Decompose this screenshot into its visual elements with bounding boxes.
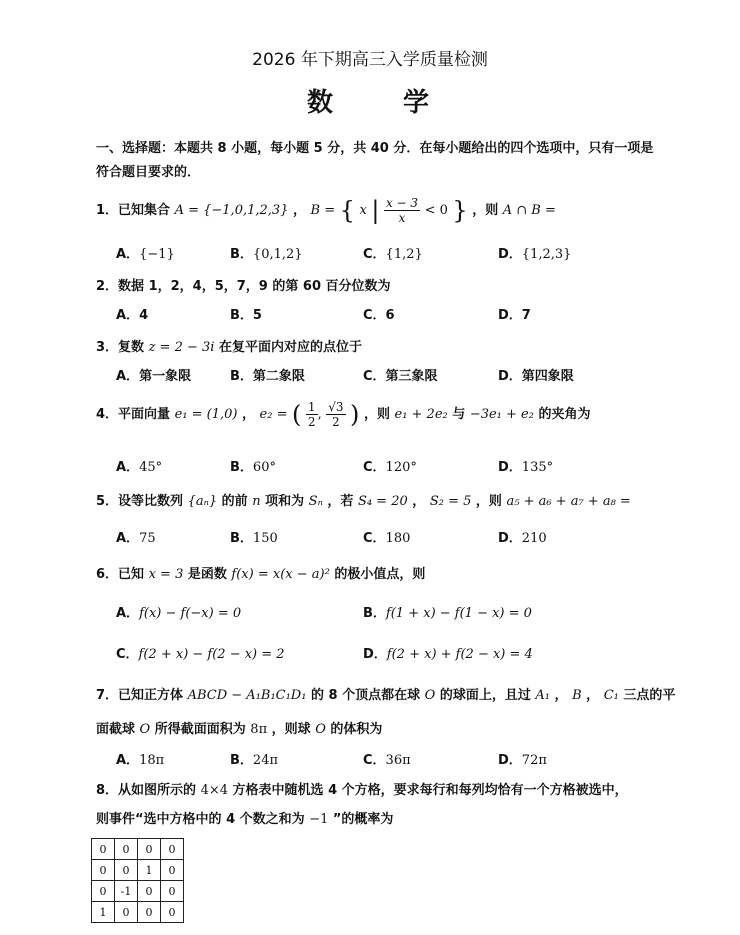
option-value: 72π	[521, 753, 547, 768]
option-value: 第二象限	[252, 369, 305, 384]
q1-lead: 1．已知集合	[96, 203, 171, 218]
option-value: {−1}	[139, 247, 175, 262]
q7-sep-2: ，	[586, 688, 600, 703]
q7-text-2: 的球面上，且过	[439, 688, 531, 703]
option-value: 180	[385, 531, 411, 546]
q6-lead: 6．已知	[96, 567, 145, 582]
q1-option-b	[230, 243, 303, 262]
q1-option-a	[116, 243, 175, 262]
q3-tail: 在复平面内对应的点位于	[218, 340, 362, 355]
subject-title: 数 学	[306, 88, 451, 118]
q7-o-3: O	[315, 722, 326, 737]
option-label: C．	[363, 753, 386, 768]
q7-b: B	[572, 688, 582, 703]
q4-option-d	[498, 456, 553, 475]
option-value: 45°	[139, 460, 163, 475]
q8-line2-b: ”的概率为	[332, 812, 394, 827]
q1-sep: ，	[292, 203, 306, 218]
question-8-line-2	[96, 808, 393, 827]
q7-line2-a: 面截球	[96, 722, 136, 737]
option-label: C．	[363, 247, 386, 262]
q6-function: f(x) = x(x − a)²	[231, 567, 330, 582]
option-label: A．	[116, 369, 140, 384]
option-label: B．	[230, 369, 253, 384]
q7-c1: C₁	[603, 688, 619, 703]
option-value: 第三象限	[385, 369, 438, 384]
grid-row	[92, 902, 184, 923]
q3-expr: z = 2 − 3i	[148, 340, 215, 355]
q7-option-c	[363, 749, 411, 768]
grid-cell: 0	[92, 839, 115, 860]
q4-option-a	[116, 456, 162, 475]
q7-option-a	[116, 749, 164, 768]
question-2: 2．数据 1，2，4，5，7，9 的第 60 百分位数为	[96, 279, 391, 294]
grid-cell: 0	[161, 839, 184, 860]
q5-option-b	[230, 527, 278, 546]
option-label: D．	[498, 753, 522, 768]
q4-frac1-den: 2	[307, 415, 316, 429]
q5-sn: Sₙ	[308, 494, 323, 509]
option-value: 210	[521, 531, 547, 546]
q1-set-a: A = {−1,0,1,2,3}	[174, 203, 289, 218]
grid-cell: 0	[138, 881, 161, 902]
grid-row	[92, 881, 184, 902]
q4-option-c	[363, 456, 417, 475]
exam-title: 2026 年下期高三入学质量检测	[252, 50, 488, 70]
q3-option-b	[230, 365, 305, 384]
option-value: 4	[139, 308, 149, 323]
option-value: 6	[385, 308, 395, 323]
option-value: 75	[139, 531, 156, 546]
q1-ask: A ∩ B =	[502, 203, 556, 218]
q7-sep-1: ，	[554, 688, 568, 703]
grid-row	[92, 860, 184, 881]
option-value: 24π	[252, 753, 279, 768]
q7-line2-c: ，则球	[271, 722, 311, 737]
q7-option-b	[230, 749, 278, 768]
option-value: 150	[252, 531, 278, 546]
q8-line2-a: 则事件“选中方格中的 4 个数之和为	[96, 812, 305, 827]
q7-o: O	[424, 688, 436, 703]
option-label: C．	[116, 647, 139, 662]
q4-fraction-1	[306, 400, 318, 429]
q4-paren-right: )	[350, 400, 360, 429]
q7-option-d	[498, 749, 547, 768]
option-label: B．	[230, 247, 253, 262]
question-7	[96, 684, 675, 703]
option-label: C．	[363, 308, 386, 323]
option-label: D．	[498, 531, 522, 546]
option-label: C．	[363, 531, 386, 546]
q5-text-3: ，若	[327, 494, 354, 509]
q5-text-4: ，	[412, 494, 426, 509]
grid-cell: 0	[161, 902, 184, 923]
option-label: A．	[116, 531, 140, 546]
q1-fraction	[384, 196, 420, 225]
q4-frac2-den: 2	[332, 415, 340, 429]
q5-option-d	[498, 527, 547, 546]
grid-cell: 0	[115, 839, 138, 860]
q1-tail: ，则	[472, 203, 499, 218]
q3-lead: 3．复数	[96, 340, 145, 355]
q4-frac1-num: 1	[307, 400, 316, 414]
option-value: 135°	[521, 460, 554, 475]
option-value: 18π	[139, 753, 165, 768]
q5-s4: S₄ = 20	[357, 494, 408, 509]
q4-lead: 4．平面向量	[96, 407, 171, 422]
q5-option-c	[363, 527, 410, 546]
q4-option-b	[230, 456, 276, 475]
q5-option-a	[116, 527, 156, 546]
q2-option-c	[363, 304, 395, 323]
q1-frac-den: x	[398, 211, 406, 225]
q5-n: n	[252, 494, 261, 509]
q1-brace-right: }	[452, 196, 468, 225]
q2-option-a	[116, 304, 148, 323]
q7-line2-d: 的体积为	[330, 722, 383, 737]
q6-x3: x = 3	[148, 567, 184, 582]
q8-lead: 8．从如图所示的	[96, 783, 197, 798]
q6-option-b	[363, 602, 532, 621]
q7-area: 8π	[250, 722, 268, 737]
section-instructions: 一、选择题：本题共 8 小题，每小题 5 分，共 40 分．在每小题给出的四个选项中，只有一项是符合题目要求的．	[96, 141, 654, 180]
q4-vector-2: −3e₁ + e₂	[469, 407, 534, 422]
q1-frac-num: x − 3	[385, 196, 419, 210]
option-label: D．	[498, 369, 522, 384]
grid-cell: 0	[115, 860, 138, 881]
q1-brace-left: {	[339, 196, 355, 225]
option-label: B．	[230, 753, 253, 768]
option-value: 36π	[385, 753, 411, 768]
q1-option-c	[363, 243, 423, 262]
q4-tail-1: ，则	[363, 407, 390, 422]
q2-option-d	[498, 304, 531, 323]
q6-text-1: 是函数	[187, 567, 227, 582]
question-5	[96, 490, 631, 509]
option-value: f(2 + x) + f(2 − x) = 4	[386, 647, 533, 662]
option-label: B．	[363, 606, 386, 621]
option-label: D．	[498, 308, 522, 323]
q4-e1: e₁ = (1,0)	[174, 407, 238, 422]
option-value: 第四象限	[521, 369, 574, 384]
option-value: {0,1,2}	[252, 247, 303, 262]
grid-cell: 0	[115, 902, 138, 923]
q5-lead: 5．设等比数列	[96, 494, 184, 509]
q4-fraction-2	[326, 400, 345, 429]
q7-cube: ABCD − A₁B₁C₁D₁	[187, 688, 307, 703]
q7-text-1: 的 8 个顶点都在球	[310, 688, 421, 703]
q7-line2-b: 所得截面面积为	[154, 722, 246, 737]
grid-cell: 0	[161, 881, 184, 902]
option-value: f(1 + x) − f(1 − x) = 0	[385, 606, 532, 621]
option-label: A．	[116, 753, 140, 768]
grid-cell: 0	[92, 881, 115, 902]
q6-text-2: 的极小值点，则	[334, 567, 426, 582]
option-label: A．	[116, 247, 140, 262]
q6-option-c	[116, 643, 285, 662]
option-value: 7	[521, 308, 531, 323]
option-value: 60°	[252, 460, 276, 475]
option-label: B．	[230, 308, 253, 323]
option-value: {1,2,3}	[521, 247, 572, 262]
grid-cell: 0	[92, 860, 115, 881]
grid-cell: 0	[138, 839, 161, 860]
question-6	[96, 563, 425, 582]
grid-row	[92, 839, 184, 860]
q5-seq: {aₙ}	[187, 494, 218, 509]
grid-cell: 0	[138, 902, 161, 923]
grid-cell: 1	[138, 860, 161, 881]
option-value: f(x) − f(−x) = 0	[139, 606, 242, 621]
q6-option-a	[116, 602, 241, 621]
question-4: 4．平面向量 e₁ = (1,0) ， e₂ = ( $\frac{1}{2}$ , $\frac{√3}{2}$ ) ，则 e₁ + 2e₂ 与 −3e₁ + e₂ 的夹角为	[96, 400, 591, 429]
q5-ask: a₅ + a₆ + a₇ + a₈ =	[506, 494, 631, 509]
q3-option-c	[363, 365, 438, 384]
q6-option-d	[363, 643, 533, 662]
question-1	[96, 196, 556, 225]
q7-a1: A₁	[535, 688, 550, 703]
option-value: 120°	[385, 460, 417, 475]
option-label: D．	[498, 460, 522, 475]
q4-vector-1: e₁ + 2e₂	[394, 407, 448, 422]
option-value: 第一象限	[139, 369, 192, 384]
option-label: B．	[230, 460, 253, 475]
q1-set-b-var: x	[359, 203, 367, 218]
question-3	[96, 336, 362, 355]
option-label: D．	[498, 247, 522, 262]
q4-paren-left: (	[292, 400, 302, 429]
q7-o-2: O	[139, 722, 151, 737]
q5-text-1: 的前	[221, 494, 248, 509]
option-label: A．	[116, 606, 140, 621]
q5-s2: S₂ = 5	[429, 494, 472, 509]
q5-text-5: ，则	[475, 494, 502, 509]
option-value: f(2 + x) − f(2 − x) = 2	[138, 647, 285, 662]
q4-tail-2: 的夹角为	[538, 407, 591, 422]
option-label: B．	[230, 531, 253, 546]
q7-lead: 7．已知正方体	[96, 688, 184, 703]
q1-option-d	[498, 243, 571, 262]
option-label: D．	[363, 647, 387, 662]
q4-e2-prefix: e₂ =	[259, 407, 288, 422]
q8-size: 4×4	[200, 783, 229, 798]
q8-neg1: −1	[309, 812, 329, 827]
q1-set-b-suffix: < 0	[424, 203, 448, 218]
q1-bar: |	[371, 196, 380, 225]
q2-option-b	[230, 304, 262, 323]
grid-cell: -1	[115, 881, 138, 902]
option-value: 5	[252, 308, 262, 323]
q3-option-a	[116, 365, 191, 384]
grid-cell: 0	[161, 860, 184, 881]
option-label: A．	[116, 308, 140, 323]
q7-text-3: 三点的平	[623, 688, 676, 703]
q4-frac2-num: √3	[328, 400, 344, 414]
option-label: C．	[363, 369, 386, 384]
grid-cell: 1	[92, 902, 115, 923]
question-8	[96, 779, 628, 798]
q4-with: 与	[452, 407, 466, 422]
option-value: {1,2}	[385, 247, 423, 262]
q1-set-b-prefix: B =	[310, 203, 336, 218]
q4-sep: ，	[242, 407, 256, 422]
q8-grid-table	[91, 838, 184, 923]
q3-option-d	[498, 365, 574, 384]
question-7-line-2	[96, 718, 382, 737]
q8-text-1: 方格表中随机选 4 个方格，要求每行和每列均恰有一个方格被选中，	[232, 783, 628, 798]
q5-text-2: 项和为	[265, 494, 305, 509]
option-label: A．	[116, 460, 140, 475]
option-label: C．	[363, 460, 386, 475]
